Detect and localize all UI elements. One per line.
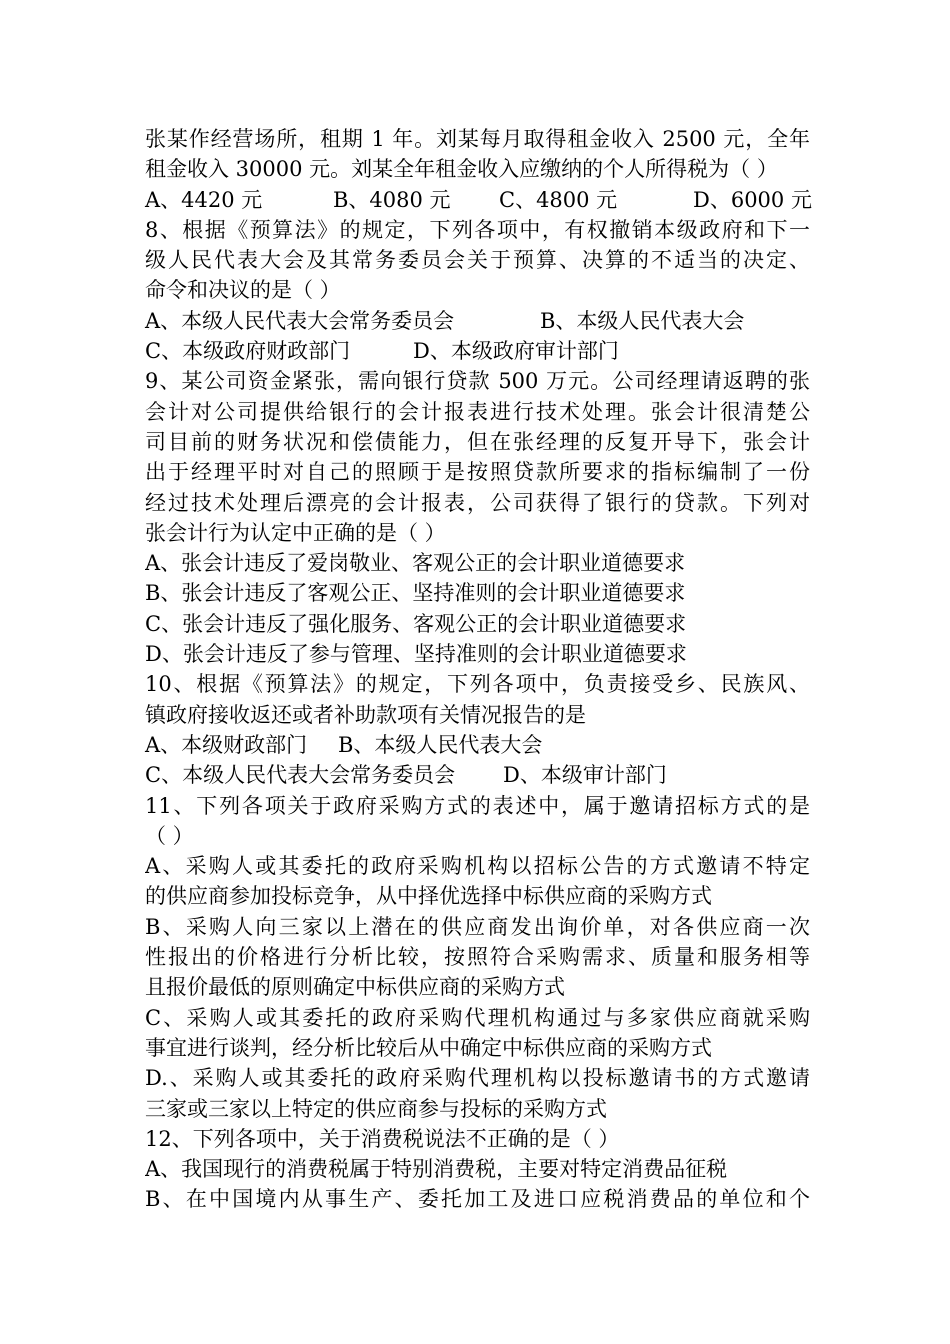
question-11-option-c-line-2: 事宜进行谈判，经分析比较后从中确定中标供应商的采购方式 [145, 1035, 712, 1060]
question-9-option-b: B、张会计违反了客观公正、坚持准则的会计职业道德要求 [145, 581, 686, 606]
question-12-option-b-line-1: B、在中国境内从事生产、委托加工及进口应税消费品的单位和个 [145, 1187, 810, 1212]
question-9-line-5: 经过技术处理后漂亮的会计报表，公司获得了银行的贷款。下列对 [145, 490, 810, 515]
question-11-option-b-line-2: 性报出的价格进行分析比较，按照符合采购需求、质量和服务相等 [145, 945, 810, 970]
question-9-line-2: 会计对公司提供给银行的会计报表进行技术处理。张会计很清楚公 [145, 399, 810, 424]
question-10-option-a: A、本级财政部门 [145, 732, 308, 757]
question-10-option-c: C、本级人民代表大会常务委员会 [145, 763, 456, 788]
question-7-options [145, 185, 810, 215]
question-8-line-1: 8、根据《预算法》的规定，下列各项中，有权撤销本级政府和下一 [145, 217, 810, 242]
question-9-line-4: 出于经理平时对自己的照顾于是按照贷款所要求的指标编制了一份 [145, 460, 810, 485]
question-9-line-6: 张会计行为认定中正确的是（ ） [145, 520, 446, 545]
question-8-option-d: D、本级政府审计部门 [413, 339, 619, 364]
question-11-line-2: （ ） [145, 823, 194, 848]
question-10-option-b: B、本级人民代表大会 [338, 732, 543, 757]
question-7-option-d: D、6000 元 [693, 187, 812, 212]
question-8-option-b: B、本级人民代表大会 [540, 308, 745, 333]
question-11-option-c-line-1: C、采购人或其委托的政府采购代理机构通过与多家供应商就采购 [145, 1005, 810, 1030]
question-11-option-a-line-1: A、采购人或其委托的政府采购机构以招标公告的方式邀请不特定 [145, 854, 810, 879]
question-12-option-a: A、我国现行的消费税属于特别消费税，主要对特定消费品征税 [145, 1157, 728, 1182]
question-10-options-row-1 [145, 730, 810, 760]
question-7-line-2: 租金收入 30000 元。刘某全年租金收入应缴纳的个人所得税为（ ） [145, 157, 778, 182]
question-10-line-2: 镇政府接收返还或者补助款项有关情况报告的是 [145, 702, 586, 727]
question-12-line-1: 12、下列各项中，关于消费税说法不正确的是（ ） [145, 1126, 620, 1151]
document-page [145, 124, 810, 1215]
question-11-line-1: 11、下列各项关于政府采购方式的表述中，属于邀请招标方式的是 [145, 793, 810, 818]
question-11-option-b-line-1: B、采购人向三家以上潜在的供应商发出询价单，对各供应商一次 [145, 914, 810, 939]
question-10 [145, 669, 810, 790]
question-11-option-d-line-1: D.、采购人或其委托的政府采购代理机构以投标邀请书的方式邀请 [145, 1066, 810, 1091]
question-8-option-c: C、本级政府财政部门 [145, 339, 351, 364]
question-7 [145, 124, 810, 215]
question-9-line-1: 9、某公司资金紧张，需向银行贷款 500 万元。公司经理请返聘的张 [145, 369, 810, 394]
question-8-options-row-1 [145, 306, 810, 336]
question-7-option-b: B、4080 元 [333, 187, 451, 212]
question-10-options-row-2 [145, 760, 810, 790]
question-7-option-a: A、4420 元 [145, 187, 263, 212]
question-8 [145, 215, 810, 366]
question-9 [145, 366, 810, 669]
question-10-line-1: 10、根据《预算法》的规定，下列各项中，负责接受乡、民族风、 [145, 672, 810, 697]
question-9-option-c: C、张会计违反了强化服务、客观公正的会计职业道德要求 [145, 611, 687, 636]
question-7-option-c: C、4800 元 [499, 187, 618, 212]
question-11-option-a-line-2: 的供应商参加投标竞争，从中择优选择中标供应商的采购方式 [145, 884, 712, 909]
question-8-options-row-2 [145, 336, 810, 366]
question-9-line-3: 司目前的财务状况和偿债能力，但在张经理的反复开导下，张会计 [145, 429, 810, 454]
question-12 [145, 1124, 810, 1215]
question-10-option-d: D、本级审计部门 [503, 763, 667, 788]
question-8-line-3: 命令和决议的是（ ） [145, 278, 341, 303]
question-8-option-a: A、本级人民代表大会常务委员会 [145, 308, 455, 333]
question-11-option-d-line-2: 三家或三家以上特定的供应商参与投标的采购方式 [145, 1096, 607, 1121]
question-9-option-a: A、张会计违反了爱岗敬业、客观公正的会计职业道德要求 [145, 551, 686, 576]
question-7-line-1: 张某作经营场所，租期 1 年。刘某每月取得租金收入 2500 元，全年 [145, 127, 810, 151]
question-9-option-d: D、张会计违反了参与管理、坚持准则的会计职业道德要求 [145, 642, 687, 667]
question-11 [145, 791, 810, 1124]
question-11-option-b-line-3: 且报价最低的原则确定中标供应商的采购方式 [145, 975, 565, 1000]
question-8-line-2: 级人民代表大会及其常务委员会关于预算、决算的不适当的决定、 [145, 248, 810, 273]
